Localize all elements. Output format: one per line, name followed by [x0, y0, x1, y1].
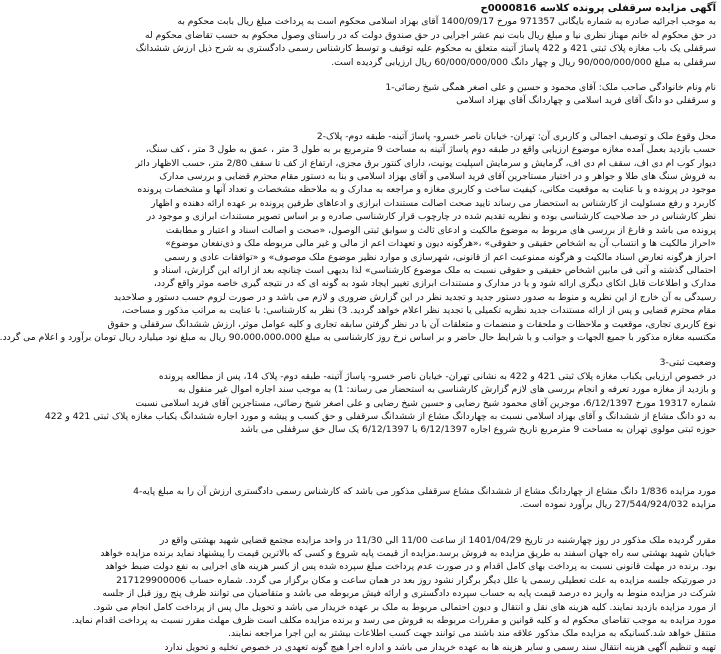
description-line: مکتسبه مغازه مذکور با جمیع الجهات و جوانب و با شرایط حال حاضر و بر اساس نرخ روز کارشناسی به مبلغ 90،000،000،000 ریال به مبلغ نود میلیارد ریال تومان برآورد و اعلام می گردد.: [0, 331, 716, 343]
status-line: در خصوص ارزیابی یکباب مغازه پلاک ثبتی 421 و 422 به نشانی تهران- خیابان ناصر خسرو- پاساژ آتینه- طبقه دوم- پلاک 14، پس از مطالعه پرونده: [158, 370, 716, 382]
intro-line: سرقفلی به مبلغ 90/000/000/000 ریال و چهار دانگ 60/000/000/000 ریال ارزیابی گردیده است.: [331, 56, 716, 68]
description-line: مدارک و اطلاعات قابل اتکای دیگری ارائه شود و یا در مدارک و مستندات ابرازی تغییر ایجاد شود به گونه ای که در نتیجه گیری خاصه موثر واقع گردد،: [153, 278, 716, 290]
conditions-line: تهیه و تنظیم آگهی هزینه انتقال سند رسمی و سایر هزینه ها به عهده خریدار می باشد و اداره اجرا هیچ گونه تعهدی در خصوص تخلیه و تحویل ندارد: [164, 641, 716, 653]
conditions-line: مورد مزایده به موجب تقاضای محکوم له و کلیه قوانین و مقررات مربوطه به فروش می رسد و برنده مزایده مکلف است ظرف مهلت مقرر نسبت به پرداخت اقدام نماید.: [71, 615, 716, 627]
conditions-line: از مورد مزایده بازدید نمایند. کلیه هزینه های نقل و انتقال و دیون احتمالی مربوط به ملک بر عهده خریدار می باشد و تحویل مال پس از پرداخت کامل انجام می شود.: [93, 601, 716, 613]
conditions-line: منتقل خواهد شد.کسانیکه به مزایده ملک مذکور علاقه مند باشند می توانند جهت کسب اطلاعات بیشتر به این اجرا مراجعه نمایند.: [228, 628, 716, 640]
status-line: شماره 19317 مورخ 6/12/1397، موجرین آقای محمود شیخ رضایی و حسین شیخ رضایی و علی اصغر شیخ رضائی، مستاجرین آقای فرید اسلامی نسبت: [135, 397, 716, 409]
intro-line: در حق محکوم له خانم مهناز نظری نیا و مبلغ ریال بابت نیم عشر اجرایی در حق صندوق دولت که در راستای وصول محکوم به حسب تقاضای محکوم له: [145, 29, 716, 41]
owners-line: نام ونام خانوادگی صاحب ملک: آقای محمود و حسین و علی اصغر همگی شیخ رضائی-1: [385, 82, 716, 94]
conditions-line: بود. برنده در مهلت قانونی نسبت به پرداخت بهای کامل اقدام و در صورت عدم پرداخت مبلغ سپرده شده پس از کسر هزینه های اجرایی به نفع دولت ضبط خواهد: [105, 561, 716, 573]
status-line: حوزه ثبتی مولوی تهران به مساحت 9 مترمربع تاریخ شروع اجاره 6/12/1397 با 6/12/1397 یک سال حق سرقفلی می باشد: [240, 424, 716, 436]
description-line: «احراز مالکیت ها و انتساب آن به اشخاص حقیقی و حقوقی» ،«هرگونه دیون و تعهدات اعم از مالی و غیر مالی مربوطه ملک و ذی‌نفعان موضوع»: [165, 238, 716, 250]
status-heading: وضعیت ثبتی-3: [659, 357, 716, 369]
auction-item-line: مزایده 27/544/924/032 ریال برآورد نموده است.: [519, 499, 716, 511]
conditions-line: در صورتیکه جلسه مزایده به علت تعطیلی رسمی یا علل دیگر برگزار نشود روز بعد در همان ساعت و مکان برگزار می گردد. شماره حساب 217129900006: [116, 574, 716, 586]
intro-line: به موجب اجرائیه صادره به شماره بایگانی 971357 مورخ 1400/09/17 آقای بهزاد اسلامی محکوم است به پرداخت مبلغ ریال بابت محکوم به: [177, 16, 716, 28]
status-line: به دو دانگ مشاع از ششدانگ و آقای بهزاد اسلامی نسبت به چهاردانگ مشاع از ششدانگ سرقفلی و حق کسب و پیشه و مورد اجاره ششدانگ یکباب مغازه پلاک ثبتی 421 و 422: [44, 410, 716, 422]
description-line: احتمالی گذشته و آتی فی مابین اشخاص حقیقی و حقوقی نسبت به ملک موضوع کارشناسی» لذا بدیهی است چنانچه بعد از ارائه این گزارش، اسناد و: [153, 264, 716, 276]
description-line: پرونده می باشد و فارغ از بررسی های مربوط به موضوع مالکیت و ادعای ثالث و سوابق ثبتی الوصول، «صحت و اصالت اسناد و اعتبار و مطابقت: [165, 224, 716, 236]
description-line: حسب بازدید بعمل آمده مغازه موضوع ارزیابی واقع در طبقه دوم پاساژ آتینه به مساحت 9 مترمربع بر به طول 3 متر ، عمق به طول 3 متر ، کف سنگ،: [145, 144, 716, 156]
description-line: موجود در پرونده و با عنایت به موقعیت مکانی، کیفیت ساخت و کاربری مغازه و مراجعه به مدارک و به ملاحظه مشخصات و تعداد آنها و مشخصات پرونده: [137, 184, 716, 196]
description-line: رسیدگی به آن خارج از این نظریه و منوط به صدور دستور جدید و تجدید نظر در این گزارش ضروری و لازم می باشد و در صورت لزوم حسب دستور و صلاحدید: [113, 291, 716, 303]
description-line: مقام محترم قضایی و پس از ارائه مستندات جدید نظریه تکمیلی یا تجدید نظر اعلام خواهد گردید. 3) نظر به کارشناسی: با عنایت به مراتب مذکور و مساحت،: [121, 305, 716, 317]
intro-line: سرقفلی یک باب مغازه پلاک ثبتی 421 و 422 پاساژ آتینه متعلق به محکوم علیه توقیف و توسط کارشناس رسمی دادگستری به شرح ذیل ارزش ششدانگ: [135, 43, 716, 55]
conditions-line: خیابان شهید بهشتی سه راه جهان اسفند به طریق مزایده به فروش برسد.مزایده از قیمت پایه شروع و کسی که بالاترین قیمت را پیشنهاد نماید برنده مزایده خواهد: [100, 548, 716, 559]
auction-item-line: مورد مزایده 1/836 دانگ مشاع از چهاردانگ مشاع از ششدانگ مشاع سرقفلی مذکور می باشد که کارشناس رسمی دادگستری ارزش آن را به مبلغ پایه-4: [133, 485, 716, 497]
description-line: دیوار کوب ام دی اف، سقف ام دی اف، گرمایش و سرمایش اسپلیت یونیت، دارای کنتور برق مجزی، ارتفاع از کف تا سقف 2/80 متر، حسب الاظهار دائر: [135, 157, 716, 169]
location-line: محل وقوع ملک و توصیف اجمالی و کاربری آن: تهران- خیابان ناصر خسرو- پاساژ آتینه- طبقه دوم- پلاک-2: [316, 130, 716, 142]
conditions-line: شرکت در مزایده منوط به واریز ده درصد قیمت پایه به حساب سپرده دادگستری و ارائه فیش مربوطه می باشد و متقاضیان می توانند ظرف پنج روز قبل از جلسه: [102, 588, 716, 600]
description-line: کاربرد و رفع مسئولیت از کارشناس به استحضار می رساند تایید صحت اصالت مستندات ابرازی و ادعاهای طرفین پرونده بر عهده ارائه دهنده و اظهار: [151, 197, 716, 209]
description-line: نوع کاربری تجاری، موقعیت و ملاحظات و ملحقات و منضمات و متعلقات آن با در نظر گرفتن سابقه تجاری و کلیه عوامل موثر، ارزش ششدانگ سرقفلی و حقوق: [107, 318, 716, 330]
notice-title: آگهی مزایده سرقفلی پرونده کلاسه 0000816ح: [480, 3, 716, 14]
description-line: به فروش سنگ های طلا و جواهر و در اختیار مستاجرین آقای فرید اسلامی و آقای بهزاد اسلامی و بنا به دستور مقام محترم قضایی و بررسی مدارک: [159, 171, 716, 183]
owners-line: و سرقفلی دو دانگ آقای فرید اسلامی و چهاردانگ آقای بهزاد اسلامی: [456, 95, 716, 107]
conditions-line: مقرر گردیده ملک مذکور در روز چهارشنبه در تاریخ 1401/04/29 از ساعت 11/00 الی 11/30 در واحد مزایده مجتمع قضایی شهید بهشتی واقع در: [159, 534, 716, 546]
status-line: و بازدید از مغازه مورد تعرفه و انجام بررسی های لازم گزارش کارشناسی به استحضار می رساند: 1) به موجب سند اجاره اموال غیر منقول به: [178, 384, 716, 396]
description-line: احراز هرگونه تعارض اسناد مالکیت و هرگونه ممنوعیت اعم از قانونی، شهرسازی و موارد نظیر موضوع ملک موصوف» و «توافقات عادی و رسمی: [164, 251, 716, 263]
description-line: نظر کارشناس در حد صلاحیت کارشناسی بوده و نظریه تقدیم شده در چارچوب قرار کارشناسی صادره و بر اساس تصویر مستندات ابرازی و موجود در: [146, 211, 716, 223]
